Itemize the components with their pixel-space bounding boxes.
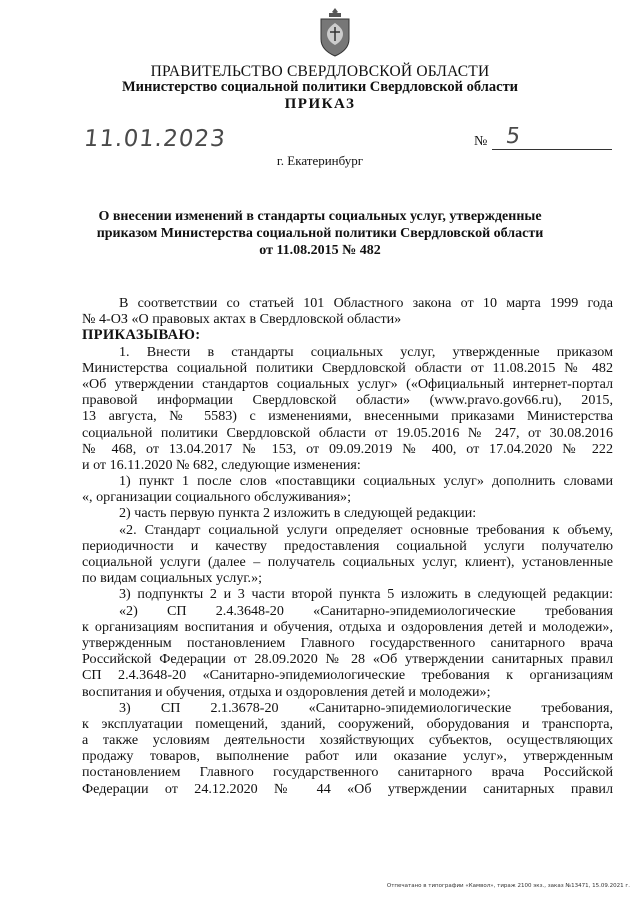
body-line: «2) СП 2.4.3648-20 «Санитарно-эпидемиологические требования xyxy=(119,602,613,619)
body-line: 3) СП 2.1.3678-20 «Санитарно-эпидемиологические требования, xyxy=(119,699,613,716)
body-line: продажу товаров, выполнение работ или оказание услуг», утвержденным xyxy=(82,748,613,765)
coat-of-arms-icon xyxy=(318,6,352,58)
document-type: ПРИКАЗ xyxy=(284,96,356,112)
government-name: ПРАВИТЕЛЬСТВО СВЕРДЛОВСКОЙ ОБЛАСТИ xyxy=(150,63,490,80)
body-line: 1) пункт 1 после слов «поставщики социальных услуг» дополнить словами xyxy=(119,473,613,490)
order-keyword: ПРИКАЗЫВАЮ: xyxy=(82,327,201,344)
print-imprint: Отпечатано в типографии «Камвол», тираж 2100 экз., заказ №13471, 15.09.2021 г. xyxy=(386,883,630,889)
body-line: 1. Внести в стандарты социальных услуг, утвержденные приказом xyxy=(119,343,613,360)
body-line: к эксплуатации помещений, зданий, сооружений, оборудования и транспорта, xyxy=(82,715,613,732)
body-line: периодичности и качеству предоставления социальной услуги получателю xyxy=(82,537,613,554)
body-line: «Об утверждении стандартов социальных услуг» («Официальный интернет-портал xyxy=(82,375,613,392)
body-line: воспитания и обучения, отдыха и оздоровления детей и молодежи»; xyxy=(82,683,491,700)
body-line: по видам социальных услуг.»; xyxy=(82,570,263,587)
body-line: постановлением Главного государственного санитарного врача Российской xyxy=(82,764,613,781)
ministry-name: Министерство социальной политики Свердловской области xyxy=(121,79,519,95)
body-line: Министерства социальной политики Свердловской области от 11.08.2015 № 482 xyxy=(82,359,613,376)
body-line: утвержденным постановлением Главного государственного санитарного врача xyxy=(82,634,613,651)
body-line: и от 16.11.2020 № 682, следующие изменения: xyxy=(82,456,361,473)
body-line: социальной политики Свердловской области от 19.05.2016 № 247, от 30.08.2016 xyxy=(82,424,613,441)
body-line: № 468, от 13.04.2017 № 153, от 09.09.2019 № 400, от 17.04.2020 № 222 xyxy=(82,440,613,457)
number-label: № xyxy=(474,134,488,149)
title-line: О внесении изменений в стандарты социальных услуг, утвержденные xyxy=(98,209,542,224)
body-line: 3) подпункты 2 и 3 части второй пункта 5 изложить в следующей редакции: xyxy=(119,586,613,603)
body-line: социальной услуги (далее – получатель социальных услуг, клиент), установленные xyxy=(82,554,613,570)
city: г. Екатеринбург xyxy=(276,153,364,168)
body-line: В соответствии со статьей 101 Областного закона от 10 марта 1999 года xyxy=(119,295,613,311)
title-line: приказом Министерства социальной политики Свердловской области xyxy=(96,226,544,241)
body-line: а также условиям деятельности хозяйствующих субъектов, осуществляющих xyxy=(82,732,613,749)
body-line: Российской Федерации от 28.09.2020 № 28 «Об утверждении санитарных правил xyxy=(82,651,613,668)
body-line: 13 августа, № 5583) с изменениями, внесенными приказами Министерства xyxy=(82,408,613,425)
handwritten-date: 11.01.2023 xyxy=(82,126,228,152)
body-line: к организациям воспитания и обучения, отдыха и оздоровления детей и молодежи», xyxy=(82,618,613,635)
number-underline xyxy=(492,149,612,150)
document-body xyxy=(82,295,613,797)
body-line: № 4-ОЗ «О правовых актах в Свердловской области» xyxy=(82,311,402,328)
body-line: «2. Стандарт социальной услуги определяет основные требования к объему, xyxy=(119,521,613,538)
handwritten-number: 5 xyxy=(504,124,522,149)
body-line: СП 2.4.3648-20 «Санитарно-эпидемиологические требования к организациям xyxy=(82,667,613,684)
body-line: «, организации социального обслуживания»; xyxy=(82,489,351,506)
body-line: правовой информации Свердловской области» (www.pravo.gov66.ru), 2015, xyxy=(82,392,613,409)
body-line: 2) часть первую пункта 2 изложить в следующей редакции: xyxy=(119,505,477,522)
document-title xyxy=(90,208,550,259)
title-line: от 11.08.2015 № 482 xyxy=(259,243,381,258)
body-line: Федерации от 24.12.2020 № 44 «Об утверждении санитарных правил xyxy=(82,780,613,797)
